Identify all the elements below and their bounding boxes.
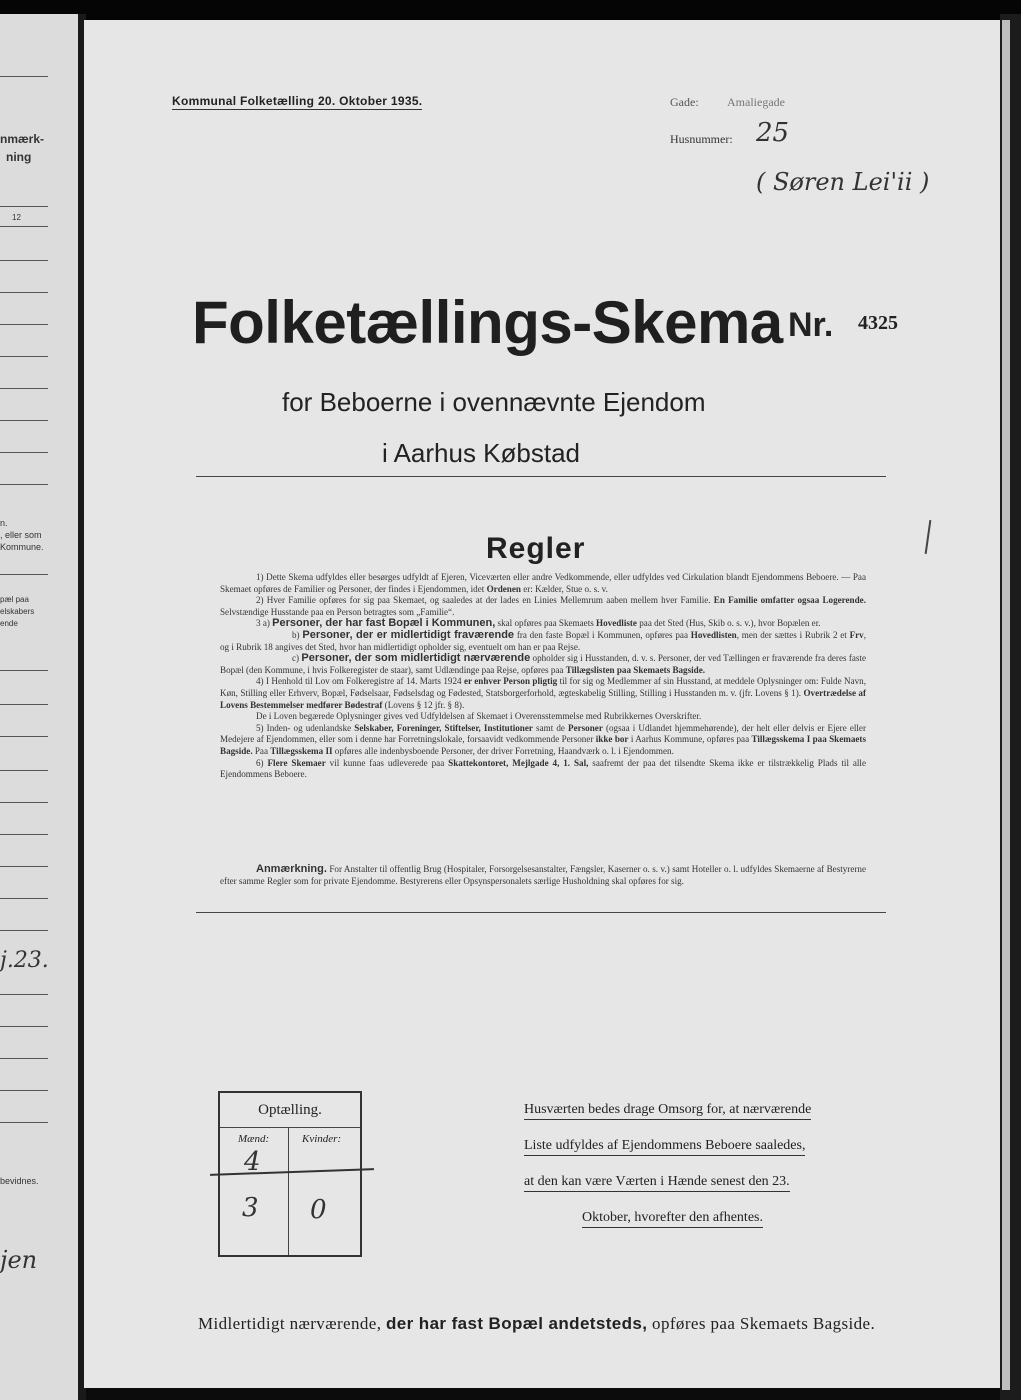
husnummer-label: Husnummer: bbox=[670, 132, 733, 146]
instruction-line-3: at den kan være Værten i Hænde senest den 23. bbox=[524, 1174, 790, 1192]
ruled-line bbox=[0, 420, 48, 421]
maend-label: Mænd: bbox=[238, 1133, 270, 1145]
maend-struck-value: 4 bbox=[244, 1147, 261, 1177]
rule-2: 2) Hver Familie opføres for sig paa Skemaet, og saaledes at der lades en Linies Mellemrum aaben mellem hver Familie. En Familie omfatter ogsaa Logerende. Selvstændige Husstande paa en Person betragtes som „Familie“. bbox=[220, 595, 866, 617]
instruction-line-1: Husværten bedes drage Omsorg for, at nærværende bbox=[524, 1102, 811, 1120]
left-heading-2: ning bbox=[6, 150, 32, 164]
regler-heading: Regler bbox=[486, 532, 586, 565]
kvinder-label: Kvinder: bbox=[302, 1133, 342, 1145]
gade-value: Amaliegade bbox=[727, 95, 785, 109]
nr-label: Nr. bbox=[788, 306, 834, 344]
ruled-line bbox=[0, 452, 48, 453]
ruled-line bbox=[0, 994, 48, 995]
anmaerkning-label: Anmærkning. bbox=[256, 863, 327, 875]
rule-3a: 3 a) Personer, der har fast Bopæl i Kommunen, skal opføres paa Skemaets Hovedliste paa det Sted (Hus, Skib o. s. v.), hvor Bopælen er. bbox=[256, 617, 821, 630]
divider bbox=[196, 476, 886, 477]
form-number: 4325 bbox=[858, 312, 898, 334]
left-note-2: , eller som bbox=[0, 530, 42, 540]
footer-note: Midlertidigt nærværende, der har fast Bopæl andetsteds, opføres paa Skemaets Bagside. bbox=[198, 1314, 876, 1333]
ruled-line bbox=[0, 76, 48, 77]
ruled-line bbox=[0, 802, 48, 803]
ruled-line bbox=[0, 1058, 48, 1059]
ruled-line bbox=[0, 324, 48, 325]
ruled-line bbox=[0, 388, 48, 389]
anmaerkning bbox=[220, 864, 866, 887]
ruled-line bbox=[0, 898, 48, 899]
ruled-line bbox=[0, 1090, 48, 1091]
ruled-line bbox=[0, 704, 48, 705]
rule-4: 4) I Henhold til Lov om Folkeregistre af 14. Marts 1924 er enhver Person pligtig til for sig og Medlemmer af sin Husstand, at meddele Oplysninger om: Fulde Navn, Køn, Stilling eller Erhverv, Bopæl, Fødselsaar, Fødselsdag og Fødested, Statsborgerforhold, ægteskabelig Stilling, Stilling i Husstanden m. v. (jfr. Lovens § 1). Overtrædelse af Lovens Bestemmelser medfører Bødestraf (Lovens § 12 jfr. § 8). bbox=[220, 676, 866, 710]
ruled-line bbox=[0, 834, 48, 835]
divider bbox=[196, 912, 886, 913]
ruled-line bbox=[0, 770, 48, 771]
scan-border-top bbox=[0, 0, 1021, 20]
rule-6: 6) Flere Skemaer vil kunne faas udleverede paa Skattekontoret, Mejlgade 4, 1. Sal, saafremt der paa det tilsendte Skema ikke er tilstrækkelig Plads til alle Ejendommens Beboere. bbox=[220, 757, 866, 780]
census-form-page bbox=[84, 20, 1002, 1388]
ruled-line bbox=[0, 670, 48, 671]
ruled-line bbox=[0, 226, 48, 227]
left-heading-1: nmærk- bbox=[0, 132, 45, 146]
count-box bbox=[218, 1091, 362, 1257]
left-note-7: bevidnes. bbox=[0, 1176, 39, 1186]
ruled-line bbox=[0, 206, 48, 207]
left-handwriting-2: jen bbox=[0, 1246, 38, 1274]
form-title: Folketællings-Skema bbox=[192, 289, 783, 356]
maend-value: 3 bbox=[242, 1193, 259, 1223]
rule-3c: c) Personer, der som midlertidigt nærværende opholder sig i Husstanden, d. v. s. Personer, der ved Tællingen er fraværende fra deres faste Bopæl (den Kommune, i hvis Folkeregister de staar), samt Udlændinge paa Rejse, opføres paa Tillægslisten paa Skemaets Bagside. bbox=[220, 652, 867, 675]
handwritten-note: ( Søren Lei'ii ) bbox=[756, 168, 930, 196]
ruled-line bbox=[0, 292, 48, 293]
ruled-line bbox=[0, 484, 48, 485]
ruled-line bbox=[0, 356, 48, 357]
left-note-3: Kommune. bbox=[0, 542, 44, 552]
ruled-line bbox=[0, 930, 48, 931]
subtitle-1: for Beboerne i ovennævnte Ejendom bbox=[282, 387, 706, 417]
ruled-line bbox=[0, 574, 48, 575]
strike-line bbox=[210, 1168, 374, 1176]
ruled-line bbox=[0, 1122, 48, 1123]
previous-page-fragment bbox=[0, 14, 80, 1400]
page-stack-edge bbox=[1002, 20, 1010, 1390]
rule-1: 1) Dette Skema udfyldes eller besørges udfyldt af Ejeren, Viceværten eller andre Vedkommende, eller udfyldes ved Cirkulation blandt Ejendommens Beboere. — Paa Skemaet opføres de Familier og Personer, der findes i Ejendommen, idet Ordenen er: Kælder, Stue o. s. v. bbox=[220, 572, 866, 594]
rule-3b: b) Personer, der er midlertidigt fraværende fra den faste Bopæl i Kommunen, opføres paa Hovedlisten, men der sættes i Rubrik 2 et Frv, og i Rubrik 18 angives det Sted, hvor han midlertidigt opholder sig, eventuelt om han er paa Rejse. bbox=[220, 628, 867, 652]
count-box-title: Optælling. bbox=[220, 1093, 360, 1128]
left-note-5: elskabers bbox=[0, 607, 35, 616]
left-note-4: pæl paa bbox=[0, 595, 29, 604]
census-header: Kommunal Folketælling 20. Oktober 1935. bbox=[172, 94, 423, 108]
left-note-6: ende bbox=[0, 619, 18, 628]
ruled-line bbox=[0, 1026, 48, 1027]
left-col-number: 12 bbox=[12, 213, 21, 222]
ruled-line bbox=[0, 736, 48, 737]
kvinder-value: 0 bbox=[310, 1195, 327, 1225]
rules-text bbox=[220, 572, 866, 781]
ruled-line bbox=[0, 866, 48, 867]
instruction-line-4: Oktober, hvorefter den afhentes. bbox=[582, 1210, 763, 1228]
rule-4-note: De i Loven begærede Oplysninger gives ved Udfyldelsen af Skemaet i Overensstemmelse med Rubrikkernes Overskrifter. bbox=[256, 711, 702, 722]
instruction-line-2: Liste udfyldes af Ejendommens Beboere saaledes, bbox=[524, 1138, 805, 1156]
gade-label: Gade: bbox=[670, 95, 699, 109]
rule-5: 5) Inden- og udenlandske Selskaber, Foreninger, Stiftelser, Institutioner samt de Personer (ogsaa i Udlandet hjemmehørende), der helt eller delvis er Ejere eller Medejere af Ejendommen, eller som i denne har Forretningslokale, forsaavidt vedkommende Personer ikke bor i Aarhus Kommune, opføres paa Tillægsskema I paa Skemaets Bagside. Paa Tillægsskema II opføres alle indenbysboende Personer, der driver Forretning, Haandværk o. l. i Ejendommen. bbox=[220, 722, 867, 756]
left-handwriting-1: j.23. bbox=[0, 948, 49, 973]
subtitle-2: i Aarhus Købstad bbox=[382, 438, 580, 468]
ruled-line bbox=[0, 260, 48, 261]
anmaerkning-text: For Anstalter til offentlig Brug (Hospitaler, Forsorgelsesanstalter, Fængsler, Kaserner o. s. v.) samt Hoteller o. l. udfyldes Skemaerne af Bestyrerne efter samme Regler som for private Ejendomme. Bestyrerens eller Opsynspersonalets særlige Husholdning skal opføres for sig. bbox=[220, 864, 866, 886]
left-note-1: n. bbox=[0, 518, 8, 528]
husnummer-value: 25 bbox=[756, 118, 790, 148]
count-box-separator bbox=[288, 1127, 289, 1255]
